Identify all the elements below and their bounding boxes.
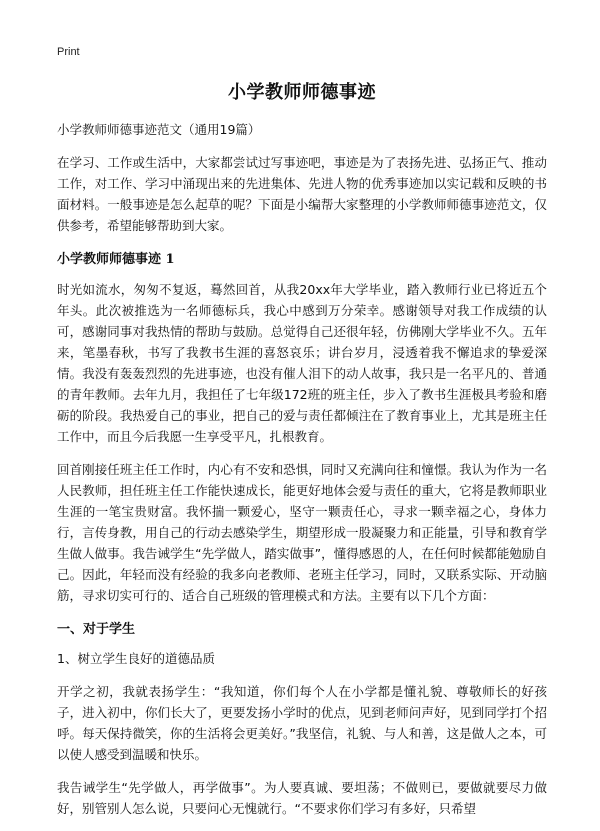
print-link[interactable]: Print <box>57 46 80 58</box>
point-heading: 一、对于学生 <box>57 622 136 637</box>
document-body <box>57 78 547 831</box>
sub-point-heading: 1、树立学生良好的道德品质 <box>57 651 215 666</box>
body-paragraph: 时光如流水，匆匆不复返，蓦然回首，从我20xx年大学毕业，踏入教师行业已将近五个年头。此次被推选为一名师德标兵，我心中感到万分荣幸。感谢领导对我工作成绩的认可，感谢同事对我热情的帮助与鼓励。总觉得自己还很年轻，仿佛刚大学毕业不久。五年来，笔墨春秋，书写了我教书生涯的喜怒哀乐；讲台岁月，浸透着我不懈追求的挚爱深情。我没有轰轰烈烈的先进事迹，也没有催人泪下的动人故事，我只是一名平凡的、普通的青年教师。去年九月，我担任了七年级172班的班主任，步入了教书生涯极具考验和磨砺的阶段。我热爱自己的事业，把自己的爱与责任都倾注在了教育事业上，尤其是班主任工作中，而且今后我愿一生享受平凡，扎根教育。 <box>57 282 547 444</box>
page-title: 小学教师师德事迹 <box>228 82 376 103</box>
document-subtitle: 小学教师师德事迹范文（通用19篇） <box>57 122 261 137</box>
body-paragraph: 回首刚接任班主任工作时，内心有不安和恐惧，同时又充满向往和憧憬。我认为作为一名人民教师，担任班主任工作能快速成长，能更好地体会爱与责任的重大，它将是教师职业生涯的一笔宝贵财富。我怀揣一颗爱心，坚守一颗责任心，寻求一颗幸福之心，身体力行，言传身教，用自己的行动去感染学生，期望形成一股凝聚力和正能量，引导和教育学生做人做事。我告诫学生“先学做人，踏实做事”，懂得感恩的人，在任何时候都能勉励自己。因此，年轻而没有经验的我多向老教师、老班主任学习，同时，又联系实际、开动脑筋，寻求切实可行的、适合自己班级的管理模式和方法。主要有以下几个方面： <box>57 462 547 603</box>
body-paragraph: 我告诫学生“先学做人，再学做事”。为人要真诚、要坦荡；不做则已，要做就要尽力做好，别管别人怎么说，只要问心无愧就行。“不要求你们学习有多好，只希望 <box>57 780 547 816</box>
section-heading: 小学教师师德事迹 1 <box>57 252 175 267</box>
body-paragraph: 开学之初，我就表扬学生：“我知道，你们每个人在小学都是懂礼貌、尊敬师长的好孩子，进入初中，你们长大了，更要发扬小学时的优点，见到老师问声好，见到同学打个招呼。每天保持微笑，你的生活将会更美好。”我坚信，礼貌、与人和善，这是做人之本，可以使人感受到温暖和快乐。 <box>57 684 547 762</box>
intro-paragraph: 在学习、工作或生活中，大家都尝试过写事迹吧，事迹是为了表扬先进、弘扬正气、推动工作，对工作、学习中涌现出来的先进集体、先进人物的优秀事迹加以实记载和反映的书面材料。一般事迹是怎么起草的呢？下面是小编帮大家整理的小学教师师德事迹范文，仅供参考，希望能够帮助到大家。 <box>57 155 547 233</box>
